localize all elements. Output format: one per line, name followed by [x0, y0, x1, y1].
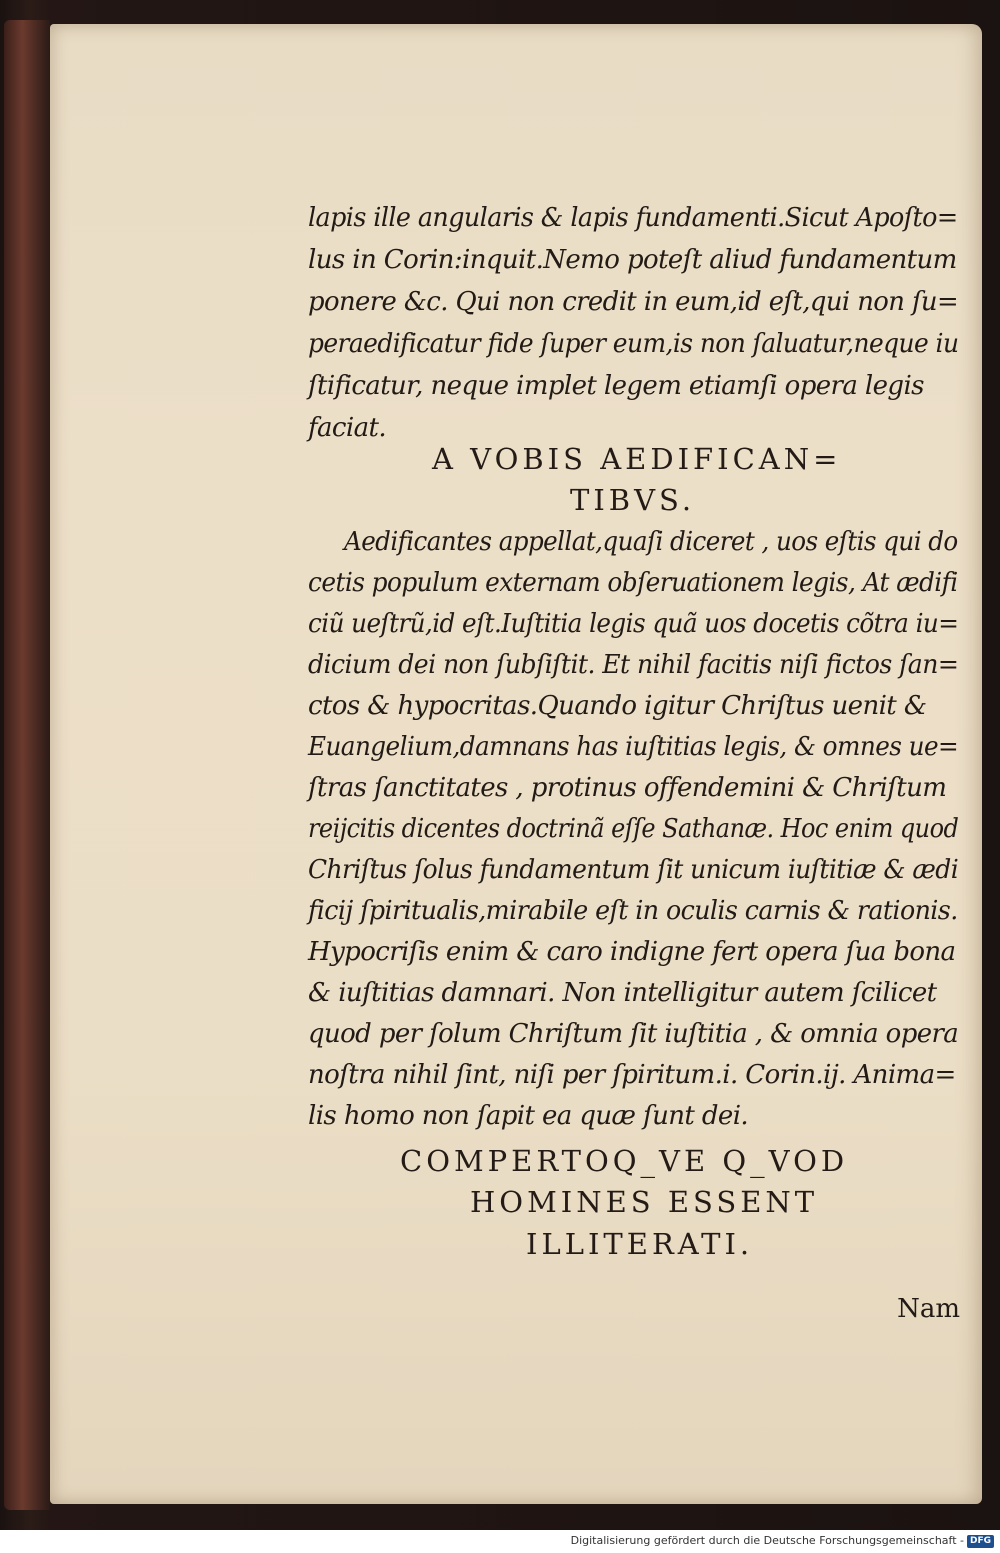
- text-line: faciat.: [308, 413, 387, 443]
- text-line: Hypocriſis enim & caro indigne fert opera ſua bona: [308, 937, 956, 967]
- text-line: ciũ ueſtrũ,id eſt.Iuſtitia legis quã uos docetis cõtra iu=: [308, 609, 959, 639]
- text-line: lis homo non ſapit ea quæ ſunt dei.: [308, 1101, 749, 1131]
- section-heading: A VOBIS AEDIFICAN=: [432, 442, 842, 476]
- text-line: cetis populum externam obſeruationem legis, At ædifi: [308, 568, 958, 598]
- text-line: ſtras ſanctitates , protinus offendemini & Chriſtum: [308, 773, 947, 803]
- section-heading: HOMINES ESSENT: [470, 1185, 819, 1219]
- section-heading: ILLITERATI.: [526, 1227, 754, 1261]
- text-line: ctos & hypocritas.Quando igitur Chriſtus uenit &: [308, 691, 927, 721]
- text-line: reijcitis dicentes doctrinã eſſe Sathanæ. Hoc enim quod: [308, 814, 959, 844]
- footer-bar: [0, 1532, 1000, 1553]
- section-heading: TIBVS.: [570, 483, 696, 517]
- text-line: ſtificatur, neque implet legem etiamſi opera legis: [308, 371, 924, 401]
- text-line: noſtra nihil ſint, niſi per ſpiritum.i. Corin.ij. Anima=: [308, 1060, 956, 1090]
- text-line: Aedificantes appellat,quaſi diceret , uos eſtis qui do: [344, 527, 958, 557]
- text-line: dicium dei non ſubſiſtit. Et nihil facitis niſi fictos ſan=: [308, 650, 959, 680]
- text-line: lus in Corin:inquit.Nemo poteſt aliud fundamentum: [308, 245, 957, 275]
- text-line: ponere &c. Qui non credit in eum,id eſt,qui non ſu=: [308, 287, 959, 317]
- text-line: lapis ille angularis & lapis fundamenti.Sicut Apoſto=: [308, 203, 958, 233]
- footer-credit: Digitalisierung gefördert durch die Deutsche Forschungsgemeinschaft -: [570, 1534, 964, 1547]
- dfg-logo: DFG: [967, 1535, 994, 1548]
- book-page: [50, 24, 982, 1504]
- book-spine-edge: [4, 20, 50, 1510]
- section-heading: COMPERTOQ_VE Q_VOD: [400, 1144, 849, 1178]
- text-line: Chriſtus ſolus fundamentum ſit unicum iuſtitiæ & ædi: [308, 855, 959, 885]
- text-line: peraedificatur fide ſuper eum,is non ſaluatur,neque iu: [308, 329, 959, 359]
- text-line: Euangelium,damnans has iuſtitias legis, & omnes ue=: [308, 732, 959, 762]
- text-line: quod per ſolum Chriſtum ſit iuſtitia , & omnia opera: [308, 1019, 959, 1049]
- text-line: ficij ſpiritualis,mirabile eſt in oculis carnis & rationis.: [308, 896, 958, 926]
- catchword: Nam: [897, 1294, 960, 1324]
- text-line: & iuſtitias damnari. Non intelligitur autem ſcilicet: [308, 978, 937, 1008]
